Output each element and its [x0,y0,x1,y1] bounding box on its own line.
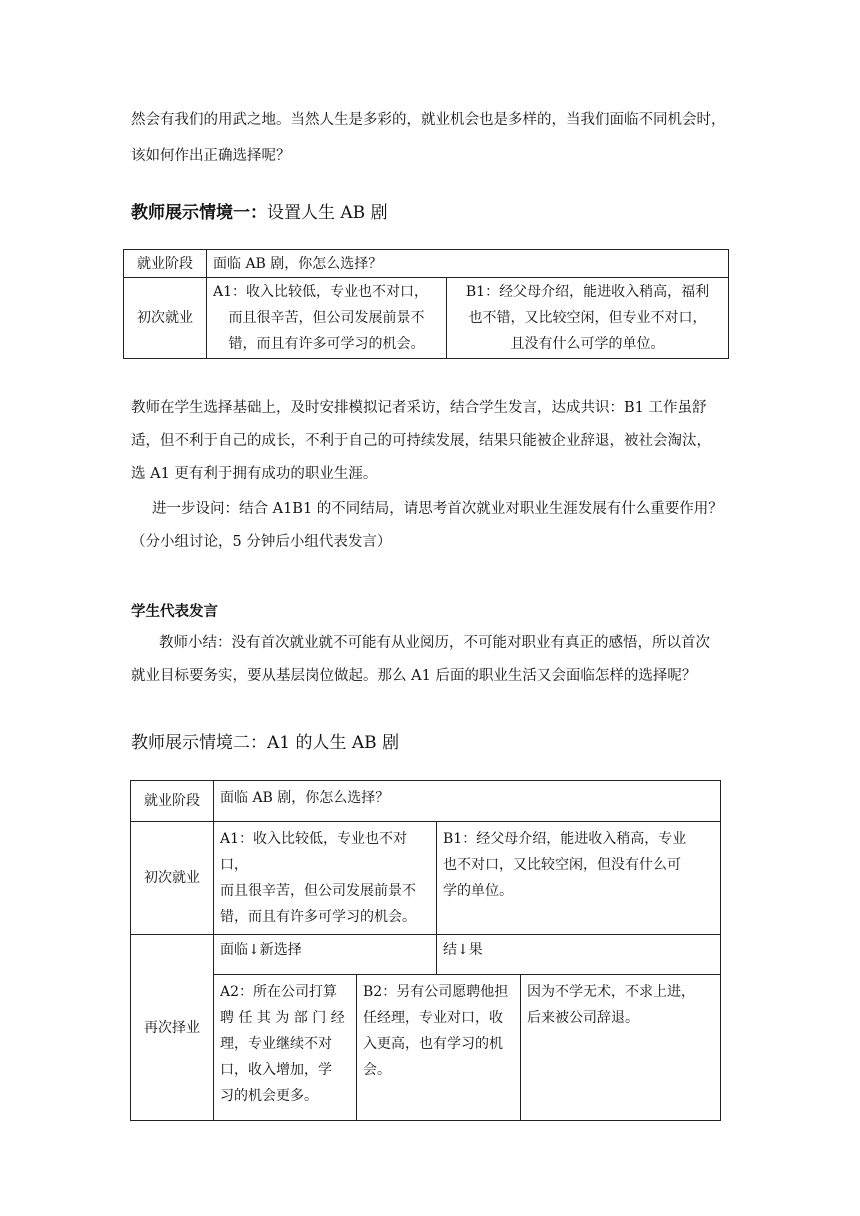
intro-line-1: 然会有我们的用武之地。当然人生是多彩的，就业机会也是多样的，当我们面临不同机会时， [131,112,726,128]
scene2-a2-line: 习的机会更多。 [220,1088,318,1104]
scene2-row1-stage: 初次就业 [131,822,214,935]
scene2-a2-cell [214,975,357,1121]
scene2-b2-line: 入更高，也有学习的机 [363,1036,503,1052]
scene2-header-stage: 就业阶段 [131,781,214,822]
summary-line-1: 教师小结：没有首次就业就不可能有从业阅历，不可能对职业有真正的感悟，所以首次 [159,635,710,651]
scene2-b1-line: 也不对口，又比较空闲，但没有什么可 [443,857,681,873]
scene2-heading: 教师展示情境二：A1 的人生 AB 剧 [131,733,400,753]
scene2-b1-cell [437,822,721,935]
scene1-a1-line: 而且很辛苦，但公司发展前景不 [228,310,425,326]
scene2-a2-line: 理，专业继续不对 [220,1036,332,1052]
scene1-header-stage: 就业阶段 [124,250,207,278]
scene2-new-choice: 面临↓新选择 [214,935,437,975]
scene2-b2-line: 任经理，专业对口，收 [363,1010,503,1026]
scene1-row-stage: 初次就业 [124,278,207,359]
scene1-b1-line: 也不错，又比较空闲，但专业不对口， [468,310,707,326]
scene1-header-question: 面临 AB 剧，你怎么选择？ [207,250,729,278]
student-heading: 学生代表发言 [131,604,218,620]
scene2-a1-cell [214,822,437,935]
scene1-b1-line: 且没有什么可学的单位。 [510,336,665,352]
scene2-header-question: 面临 AB 剧，你怎么选择？ [214,781,721,822]
scene1-heading [131,202,388,224]
summary-line-2: 就业目标要务实，要从基层岗位做起。那么 A1 后面的职业生活又会面临怎样的选择呢？ [131,668,697,684]
scene2-result-line: 后来被公司辞退。 [527,1010,639,1026]
scene1-table [123,249,729,359]
scene2-a1-line: 而且很辛苦，但公司发展前景不 [220,883,416,899]
scene2-a2-line: 聘 任 其 为 部 门 经 [220,1010,345,1026]
scene2-a1-line: A1：收入比较低，专业也不对口， [220,831,408,873]
scene2-a1-line: 错，而且有许多可学习的机会。 [220,909,416,925]
scene1-a1-line: 错，而且有许多可学习的机会。 [228,336,425,352]
para2-line-1: 进一步设问：结合 A1B1 的不同结局，请思考首次就业对职业生涯发展有什么重要作用？ [152,501,723,517]
scene2-b1-line: B1：经父母介绍，能进收入稍高，专业 [443,831,687,847]
scene1-a1-cell [207,278,447,359]
scene1-b1-line: B1：经父母介绍，能进收入稍高，福利 [465,284,710,300]
scene1-b1-cell [447,278,729,359]
scene2-a2-line: 口，收入增加，学 [220,1062,332,1078]
para2-line-2: （分小组讨论，5 分钟后小组代表发言） [131,534,392,550]
scene2-b2-line: 会。 [363,1062,391,1078]
para1-line-3: 选 A1 更有利于拥有成功的职业生涯。 [131,466,378,482]
scene2-result-cell [521,975,721,1121]
scene2-result-line: 因为不学无术，不求上进， [527,984,695,1000]
scene1-heading-rest: 设置人生 AB 剧 [267,203,388,223]
scene2-a2-line: A2：所在公司打算 [220,984,338,1000]
para1-line-2: 适，但不利于自己的成长，不利于自己的可持续发展，结果只能被企业辞退，被社会淘汰， [131,433,711,449]
scene2-b1-line: 学的单位。 [443,883,513,899]
scene2-b2-line: B2：另有公司愿聘他担 [363,984,509,1000]
para1-line-1: 教师在学生选择基础上，及时安排模拟记者采访，结合学生发言，达成共识：B1 工作虽舒 [131,400,707,416]
intro-line-2: 该如何作出正确选择呢？ [131,148,291,164]
scene2-row2-stage: 再次择业 [131,935,214,1121]
scene2-b2-cell [357,975,521,1121]
scene1-heading-bold: 教师展示情境一： [131,203,267,223]
scene2-table [130,780,721,1121]
scene2-result-head: 结↓果 [437,935,721,975]
scene1-a1-line: A1：收入比较低，专业也不对口， [213,284,429,300]
